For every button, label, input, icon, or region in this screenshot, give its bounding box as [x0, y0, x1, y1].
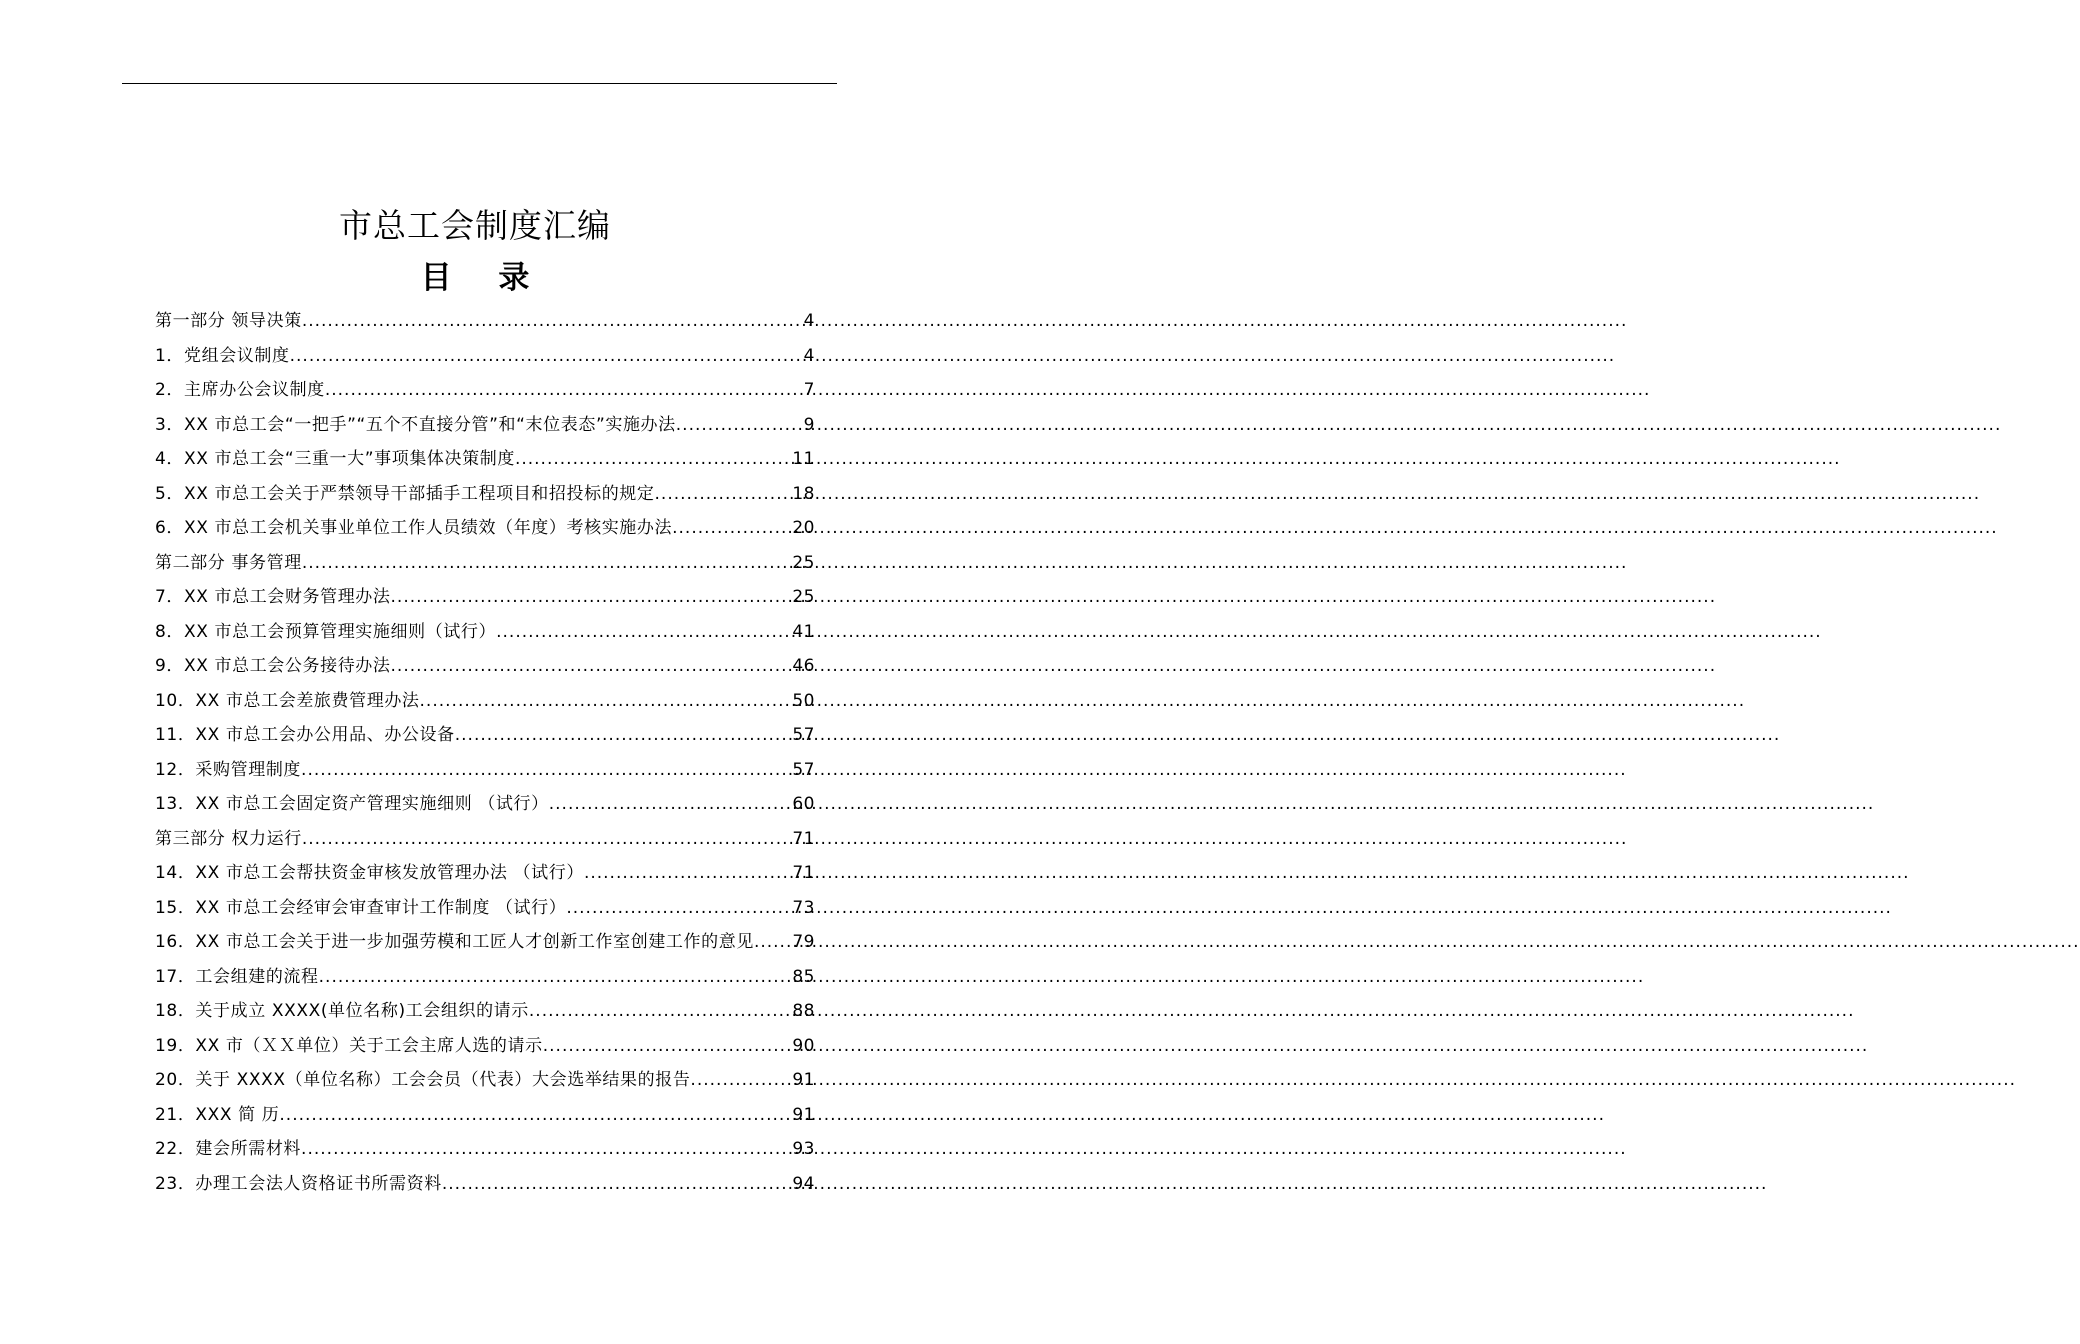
toc-entry-page: 60 [792, 794, 815, 814]
toc-entry[interactable] [155, 718, 815, 753]
toc-entry-page: 93 [792, 1139, 815, 1159]
toc-entry[interactable] [155, 615, 815, 650]
toc-leader [754, 925, 792, 960]
header-rule [122, 83, 837, 84]
toc-entry-label: 8．XX 市总工会预算管理实施细则（试行） [155, 621, 497, 642]
toc-entry-label: 21．XXX 简 历 [155, 1104, 280, 1125]
toc-entry[interactable] [155, 442, 815, 477]
toc-entry[interactable] [155, 408, 815, 443]
toc-entry-label: 14．XX 市总工会帮扶资金审核发放管理办法 （试行） [155, 863, 584, 883]
toc-entry-label: 19．XX 市（ＸＸ单位）关于工会主席人选的请示 [155, 1035, 543, 1056]
toc-leader [529, 994, 792, 1029]
toc-entry-label: 5．XX 市总工会关于严禁领导干部插手工程项目和招投标的规定 [155, 483, 655, 504]
toc-entry[interactable] [155, 822, 815, 857]
toc-entry-page: 57 [792, 759, 815, 780]
toc-leader [676, 408, 804, 443]
toc-entry-page: 20 [792, 518, 815, 538]
toc-entry[interactable] [155, 753, 815, 788]
toc-leader [496, 615, 792, 650]
toc-entry[interactable] [155, 649, 815, 684]
toc-entry[interactable] [155, 856, 815, 891]
toc-leader [515, 442, 792, 477]
toc-leader [455, 718, 793, 753]
toc-leader [655, 477, 793, 512]
toc-entry[interactable] [155, 1063, 815, 1098]
toc-entry[interactable] [155, 511, 815, 546]
toc-leader [302, 546, 793, 581]
toc-leader [442, 1167, 793, 1202]
toc-entry-label: 12．采购管理制度 [155, 759, 302, 780]
toc-leader [302, 304, 804, 339]
toc-entry-page: 90 [792, 1035, 815, 1056]
toc-leader [279, 1098, 792, 1133]
toc-entry-label: 20．关于 XXXX（单位名称）工会会员（代表）大会选举结果的报告 [155, 1070, 691, 1090]
toc-entry[interactable] [155, 477, 815, 512]
toc-entry-page: 73 [792, 897, 815, 918]
toc-entry[interactable] [155, 339, 815, 374]
toc-entry-label: 6．XX 市总工会机关事业单位工作人员绩效（年度）考核实施办法 [155, 518, 673, 538]
toc-entry-page: 9 [803, 414, 815, 435]
toc-entry-label: 9．XX 市总工会公务接待办法 [155, 656, 391, 676]
toc-entry-page: 46 [792, 656, 815, 676]
toc-entry[interactable] [155, 1029, 815, 1064]
toc-entry-page: 91 [792, 1070, 815, 1090]
toc-entry[interactable] [155, 891, 815, 926]
toc-entry-page: 71 [792, 863, 815, 883]
toc-entry-page: 88 [792, 1001, 815, 1021]
toc-leader [302, 822, 793, 857]
toc-entry-label: 10．XX 市总工会差旅费管理办法 [155, 690, 420, 711]
toc-entry-label: 1．党组会议制度 [155, 345, 290, 366]
toc-entry-label: 第一部分 领导决策 [155, 311, 302, 331]
toc-entry[interactable] [155, 373, 815, 408]
table-of-contents [155, 304, 815, 1201]
toc-entry-label: 第三部分 权力运行 [155, 828, 302, 849]
toc-entry-page: 25 [792, 587, 815, 607]
toc-entry[interactable] [155, 960, 815, 995]
toc-leader [290, 339, 804, 374]
toc-leader [690, 1063, 792, 1098]
toc-entry[interactable] [155, 546, 815, 581]
toc-heading: 目 录 [420, 260, 548, 296]
toc-entry-page: 41 [792, 621, 815, 642]
toc-entry-page: 25 [792, 552, 815, 573]
toc-leader [301, 1132, 792, 1167]
toc-entry-label: 2．主席办公会议制度 [155, 380, 325, 400]
toc-leader [325, 373, 804, 408]
toc-entry[interactable] [155, 580, 815, 615]
toc-leader [301, 753, 792, 788]
toc-entry-page: 7 [803, 380, 815, 400]
toc-entry-page: 91 [792, 1104, 815, 1125]
toc-entry-page: 57 [792, 725, 815, 745]
toc-entry-label: 13．XX 市总工会固定资产管理实施细则 （试行） [155, 794, 549, 814]
toc-entry-label: 7．XX 市总工会财务管理办法 [155, 587, 391, 607]
toc-entry[interactable] [155, 1132, 815, 1167]
toc-entry-label: 17．工会组建的流程 [155, 966, 319, 987]
toc-entry-page: 50 [792, 690, 815, 711]
toc-entry-label: 22．建会所需材料 [155, 1139, 302, 1159]
toc-entry-label: 第二部分 事务管理 [155, 552, 302, 573]
toc-entry-label: 18．关于成立 XXXX(单位名称)工会组织的请示 [155, 1001, 529, 1021]
toc-entry-page: 18 [792, 483, 815, 504]
toc-leader [549, 787, 793, 822]
document-title: 市总工会制度汇编 [339, 206, 611, 245]
toc-entry-label: 15．XX 市总工会经审会审查审计工作制度 （试行） [155, 897, 567, 918]
toc-entry-label: 23．办理工会法人资格证书所需资料 [155, 1173, 442, 1194]
toc-entry-label: 16．XX 市总工会关于进一步加强劳模和工匠人才创新工作室创建工作的意见 [155, 932, 754, 952]
toc-entry-label: 11．XX 市总工会办公用品、办公设备 [155, 725, 455, 745]
toc-entry-page: 11 [792, 449, 815, 469]
toc-leader [566, 891, 792, 926]
toc-entry-label: 4．XX 市总工会“三重一大”事项集体决策制度 [155, 449, 515, 469]
toc-entry-page: 85 [792, 966, 815, 987]
toc-entry-page: 94 [792, 1173, 815, 1194]
toc-entry[interactable] [155, 925, 815, 960]
toc-entry[interactable] [155, 1098, 815, 1133]
toc-leader [543, 1029, 793, 1064]
toc-leader [420, 684, 793, 719]
toc-leader [584, 856, 792, 891]
toc-entry-page: 71 [792, 828, 815, 849]
toc-leader [319, 960, 793, 995]
toc-leader [672, 511, 792, 546]
toc-entry[interactable] [155, 304, 815, 339]
toc-entry-label: 3．XX 市总工会“一把手”“五个不直接分管”和“末位表态”实施办法 [155, 414, 676, 435]
toc-entry[interactable] [155, 994, 815, 1029]
toc-entry[interactable] [155, 684, 815, 719]
toc-entry-page: 79 [792, 932, 815, 952]
toc-leader [391, 580, 793, 615]
toc-entry[interactable] [155, 787, 815, 822]
toc-entry-page: 4 [803, 311, 815, 331]
toc-leader [391, 649, 793, 684]
toc-entry[interactable] [155, 1167, 815, 1202]
toc-entry-page: 4 [803, 345, 815, 366]
